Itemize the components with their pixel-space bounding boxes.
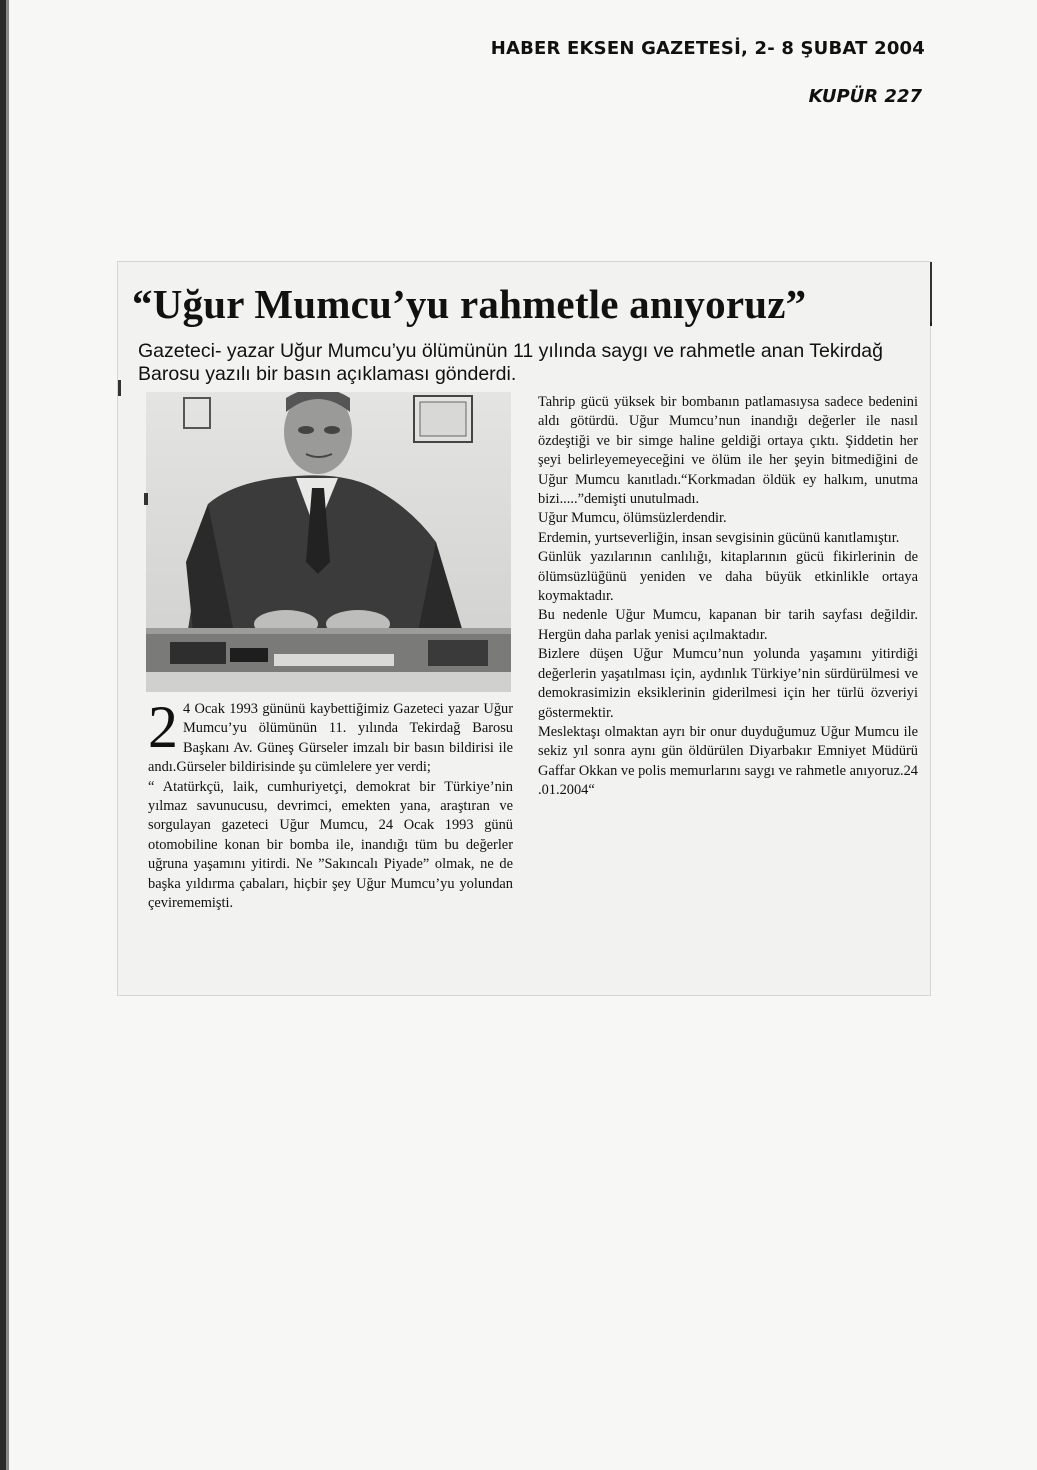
newspaper-clipping (118, 262, 930, 995)
paragraph: Tahrip gücü yüksek bir bombanın patlamasıysa sadece bedenini aldı götürdü. Uğur Mumcu’nun inandığı değerler ile nasıl özdeştiği ve bir simge haline geldiği ortaya çıktı. Şiddetin her şeyi belirleyemeyeceğini ve ölüm ile her şeyin bitmediğini de Uğur Mumcu kanıtladı.“Korkmadan öldük ey halkım, unutma bizi.....”demişti unutulmadı. (538, 394, 918, 508)
paragraph: Erdemin, yurtseverliğin, insan sevgisinin gücünü kanıtlamıştır. (538, 529, 900, 546)
margin-mark (118, 380, 121, 396)
newspaper-header: HABER EKSEN GAZETESİ, 2- 8 ŞUBAT 2004 (490, 38, 925, 59)
margin-mark (144, 493, 148, 505)
article-headline: “Uğur Mumcu’yu rahmetle anıyoruz” (132, 281, 807, 327)
lead-text: 4 Ocak 1993 gününü kaybettiğimiz Gazeteci yazar Uğur Mumcu’yu ölümünün 11. yılında Tekirdağ Barosu Başkanı Av. Güneş Gürseler imzalı bir basın bildirisi ile andı.Gürseler bildirisinde şu cümlelere yer verdi; (148, 701, 513, 776)
paragraph: Bizlere düşen Uğur Mumcu’nun yolunda yaşamını yitirdiği değerlerin yaşatılması için, aydınlık Türkiye’nin sürdürülmesi ve demokrasimizin eksiklerinin giderilmesi için her türlü özveriyi göstermektir. (538, 646, 918, 721)
drop-cap: 2 (148, 694, 178, 760)
paragraph: Bu nedenle Uğur Mumcu, kapanan bir tarih sayfası değildir. Hergün daha parlak yenisi açılmaktadır. (538, 607, 918, 643)
article-right-column (538, 393, 918, 801)
margin-mark (930, 262, 932, 322)
paragraph: Meslektaşı olmaktan ayrı bir onur duyduğumuz Uğur Mumcu ile sekiz yıl sonra aynı gün öldürülen Diyarbakır Emniyet Müdürü Gaffar Okkan ve polis memurlarını saygı ve rahmetle anıyoruz.24 .01.2004“ (538, 723, 918, 799)
page-left-edge-shadow (6, 0, 9, 1470)
paragraph: Günlük yazılarının canlılığı, kitaplarının gücü fikirlerinin de ölümsüzlüğünü yeniden ve daha büyük etkinlikle ortaya koymaktadır. (538, 549, 918, 605)
paragraph: “ Atatürkçü, laik, cumhuriyetçi, demokrat bir Türkiye’nin yılmaz savunucusu, devrimci, emekten yana, araştıran ve sorgulayan gazeteci Uğur Mumcu, 24 Ocak 1993 günü otomobiline konan bir bomba ile, inandığı tüm bu değerler uğruna yaşamını yitirdi. Ne ”Sakıncalı Piyade” olmak, ne de başka yıldırma çabaları, hiçbir şey Uğur Mumcu’yu yolundan çevirememişti. (148, 778, 513, 912)
article-left-column (148, 694, 513, 913)
clipping-label: KUPÜR 227 (808, 86, 922, 107)
article-deck: Gazeteci- yazar Uğur Mumcu’yu ölümünün 11 yılında saygı ve rahmetle anan Tekirdağ Barosu yazılı bir basın açıklaması gönderdi. (138, 340, 883, 385)
paragraph: Uğur Mumcu, ölümsüzlerdendir. (538, 510, 727, 527)
paragraph (148, 694, 513, 778)
